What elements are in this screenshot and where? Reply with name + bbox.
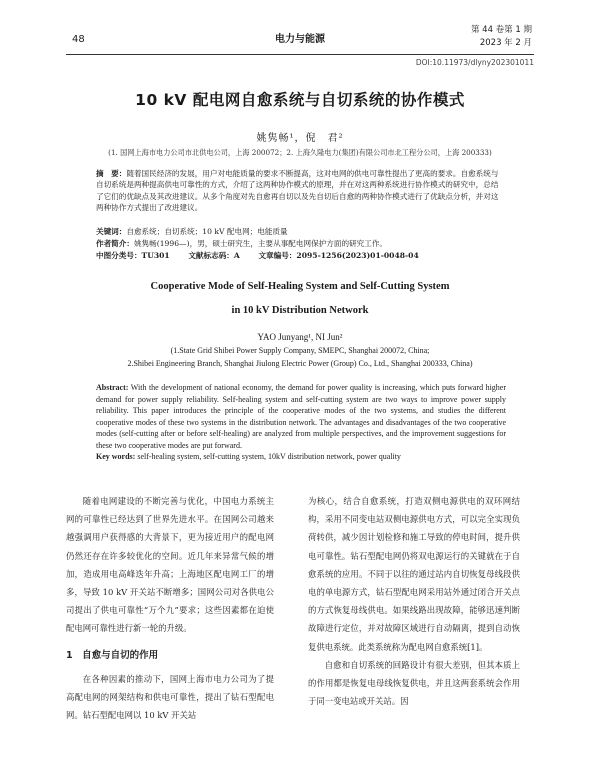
doi: DOI:10.11973/dlyny202301011: [415, 58, 534, 67]
title-en-line2: in 10 kV Distribution Network: [231, 305, 369, 316]
keywords-cn-text: 自愈系统；自切系统；10 kV 配电网；电能质量: [126, 227, 288, 236]
author-info-text: 姚隽畅(1996—)，男，硕士研究生，主要从事配电网保护方面的研究工作。: [133, 239, 388, 248]
abstract-cn-text: 随着国民经济的发展，用户对电能质量的要求不断提高，这对电网的供电可靠性提出了更高的要求。自愈系统与自切系统是两种提高供电可靠性的方式，介绍了这两种协作模式的原理，并在对这两种系统进行协作模式的研究中，总结了它们的优缺点及其改进建议。从多个角度对先自愈再自切以及先自切后自愈的两种协作模式进行了优缺点分析，并对这两种协作方式提出了改进建议。: [96, 169, 499, 213]
body-paragraph: 在各种因素的推动下，国网上海市电力公司为了提高配电网的网架结构和供电可靠性，提出了钻石型配电网。钻石型配电网以 10 kV 开关站: [66, 673, 274, 721]
keywords-en-text: self-healing system, self-cutting system, 10kV distribution network, power quality: [137, 452, 401, 461]
page-number: 48: [72, 34, 85, 45]
keywords-cn-label: 关键词：: [96, 227, 127, 236]
abstract-cn-label: 摘 要：: [96, 169, 127, 178]
body-paragraph: 自愈和自切系统的回路设计有很大差别，但其本质上的作用都是恢复电母线恢复供电，并且这两套系统会作用于同一变电站或开关站。因: [308, 659, 520, 707]
affiliation-en-2: 2.Shibei Engineering Branch, Shanghai Jiulong Electric Power (Group) Co., Ltd., Shanghai 200333, China): [127, 359, 473, 368]
body-paragraph: 随着电网建设的不断完善与优化，中国电力系统主网的可靠性已经达到了世界先进水平。在国网公司越来越强调用户获得感的大背景下，更为接近用户的配电网仍然还存在许多较优化的空间。近几年来异常气候的增加，造成用电高峰迭年升高；上海地区配电网工厂的增多，导致 10 kV 开关站不断增多；国网公司对各供电公司提出了供电可靠性“万个九”要求；这些因素都在迫使配电网可靠性进行新一轮的升级。: [66, 496, 274, 634]
keywords-en: [96, 451, 506, 462]
journal-name: 电力与能源: [275, 34, 325, 45]
abstract-cn: [96, 168, 506, 214]
authors-en: YAO Junyang¹, NI Jun²: [257, 332, 343, 342]
title-en-line1: Cooperative Mode of Self-Healing System and Self-Cutting System: [150, 281, 450, 292]
article-number: 文章编号：2095-1256(2023)01-0048-04: [258, 251, 419, 260]
affiliation-en-1: (1.State Grid Shibei Power Supply Company, SMEPC, Shanghai 200072, China;: [170, 346, 430, 355]
issue-date: 2023 年 2 月: [479, 38, 532, 48]
title-cn: 10 kV 配电网自愈系统与自切系统的协作模式: [135, 91, 465, 109]
body-paragraph: 为核心，结合自愈系统，打造双侧电源供电的双环网结构，采用不同变电站双侧电源供电方式，可以完全实现负荷转供，减少因计划检修和施工导致的停电时间，提升供电可靠性。钻石型配电网仍将双电源运行的关键就在于自愈系统的应用。不同于以往的通过站内自切恢复母线段供电的单电源方式，钻石型配电网采用站外通过闭合开关点的方式恢复母线供电。如果线路出现故障，能够迅速判断故障进行定位，并对故障区域进行自动隔离，提到自动恢复供电系统。此类系统称为配电网自愈系统[1]。: [308, 496, 520, 652]
abstract-en-text: With the development of national economy, the demand for power quality is increasing, which puts forward higher demand for power supply reliability. Self-healing system and self-cutting system are two ways to improve power supply reliability. This paper introduces the principle of the cooperative modes of the two systems, and studies the different cooperative modes of these two systems in the distribution network. The advantages and disadvantages of the two cooperative modes (self-cutting after or before self-healing) are analyzed from multiple perspectives, and the improvement suggestions for these two cooperative modes are put forward.: [96, 383, 507, 450]
abstract-en: [96, 382, 506, 452]
body-column-right: [308, 492, 520, 710]
header-rule: [66, 54, 534, 55]
clc-number: 中图分类号：TU301: [96, 251, 170, 260]
affiliations-cn: (1. 国网上海市电力公司市北供电公司，上海 200072；2. 上海久隆电力(集团)有限公司市北工程分公司，上海 200333): [108, 148, 492, 157]
authors-cn: 姚隽畅¹，倪 君²: [256, 133, 344, 144]
author-info-label: 作者简介：: [96, 239, 134, 248]
document-code: 文献标志码：A: [188, 251, 240, 260]
section-heading: 1 自愈与自切的作用: [66, 649, 159, 661]
volume-issue: 第 44 卷第 1 期: [470, 25, 532, 35]
body-column-left: [66, 492, 274, 724]
keywords-en-label: Key words:: [96, 452, 136, 461]
abstract-en-label: Abstract:: [96, 383, 129, 392]
keywords-cn: [96, 226, 506, 237]
author-info: [96, 238, 506, 249]
volume-info: [471, 24, 532, 50]
classification-line: [96, 250, 506, 261]
